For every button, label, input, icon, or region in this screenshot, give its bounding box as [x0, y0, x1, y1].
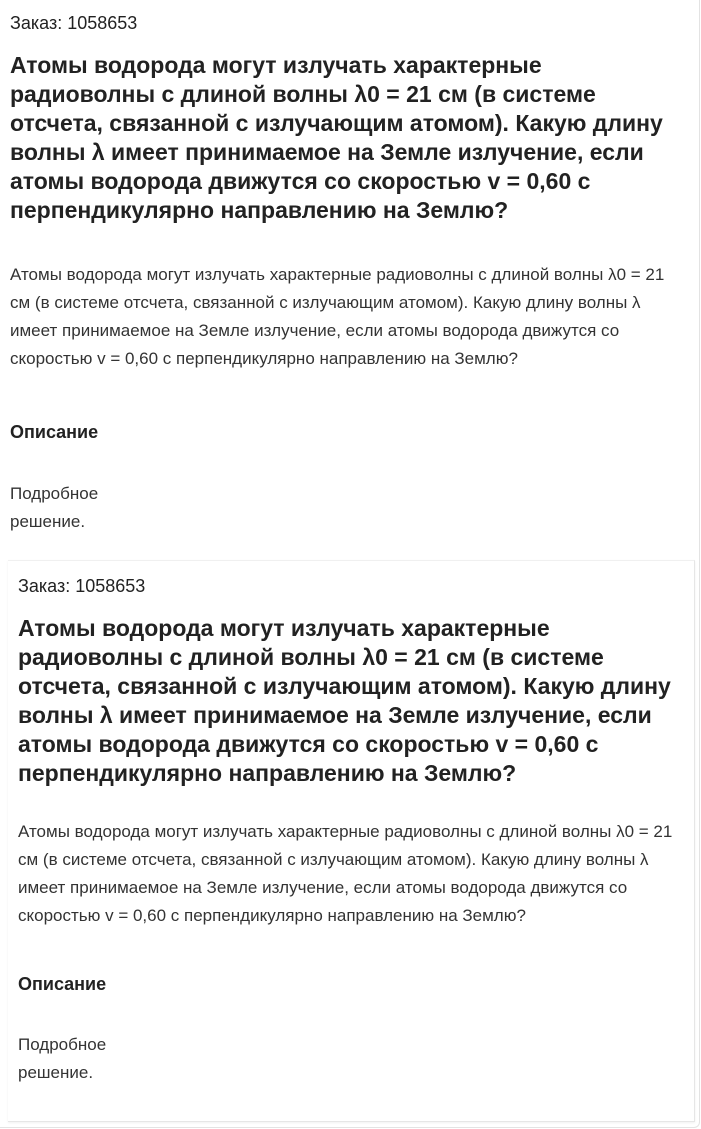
order-body: Атомы водорода могут излучать характерные радиоволны с длиной волны λ0 = 21 см (в системе отсчета, связанной с излучающим атомом). Какую длину волны λ имеет принимаемое на Земле излучение, если атомы водорода движутся со скоростью v = 0,60 с перпендикулярно направлению на Землю?: [18, 822, 673, 925]
order-number: Заказ: 1058653: [10, 13, 138, 33]
description-text: Подробное решение.: [18, 1035, 107, 1082]
description-heading: Описание: [18, 974, 107, 994]
order-body: Атомы водорода могут излучать характерные радиоволны с длиной волны λ0 = 21 см (в системе отсчета, связанной с излучающим атомом). Какую длину волны λ имеет принимаемое на Земле излучение, если атомы водорода движутся со скоростью v = 0,60 с перпендикулярно направлению на Землю?: [10, 265, 665, 368]
order-number: Заказ: 1058653: [18, 576, 146, 596]
description-heading: Описание: [10, 422, 99, 442]
order-title: Атомы водорода могут излучать характерные радиоволны с длиной волны λ0 = 21 см (в системе отсчета, связанной с излучающим атомом). Какую длину волны λ имеет принимаемое на Земле излучение, если атомы водорода движутся со скоростью v = 0,60 с перпендикулярно направлению на Землю?: [18, 615, 671, 786]
order-card-copy: [8, 560, 695, 1122]
order-title: Атомы водорода могут излучать характерные радиоволны с длиной волны λ0 = 21 см (в системе отсчета, связанной с излучающим атомом). Какую длину волны λ имеет принимаемое на Земле излучение, если атомы водорода движутся со скоростью v = 0,60 с перпендикулярно направлению на Землю?: [10, 52, 663, 223]
description-text: Подробное решение.: [10, 484, 99, 531]
